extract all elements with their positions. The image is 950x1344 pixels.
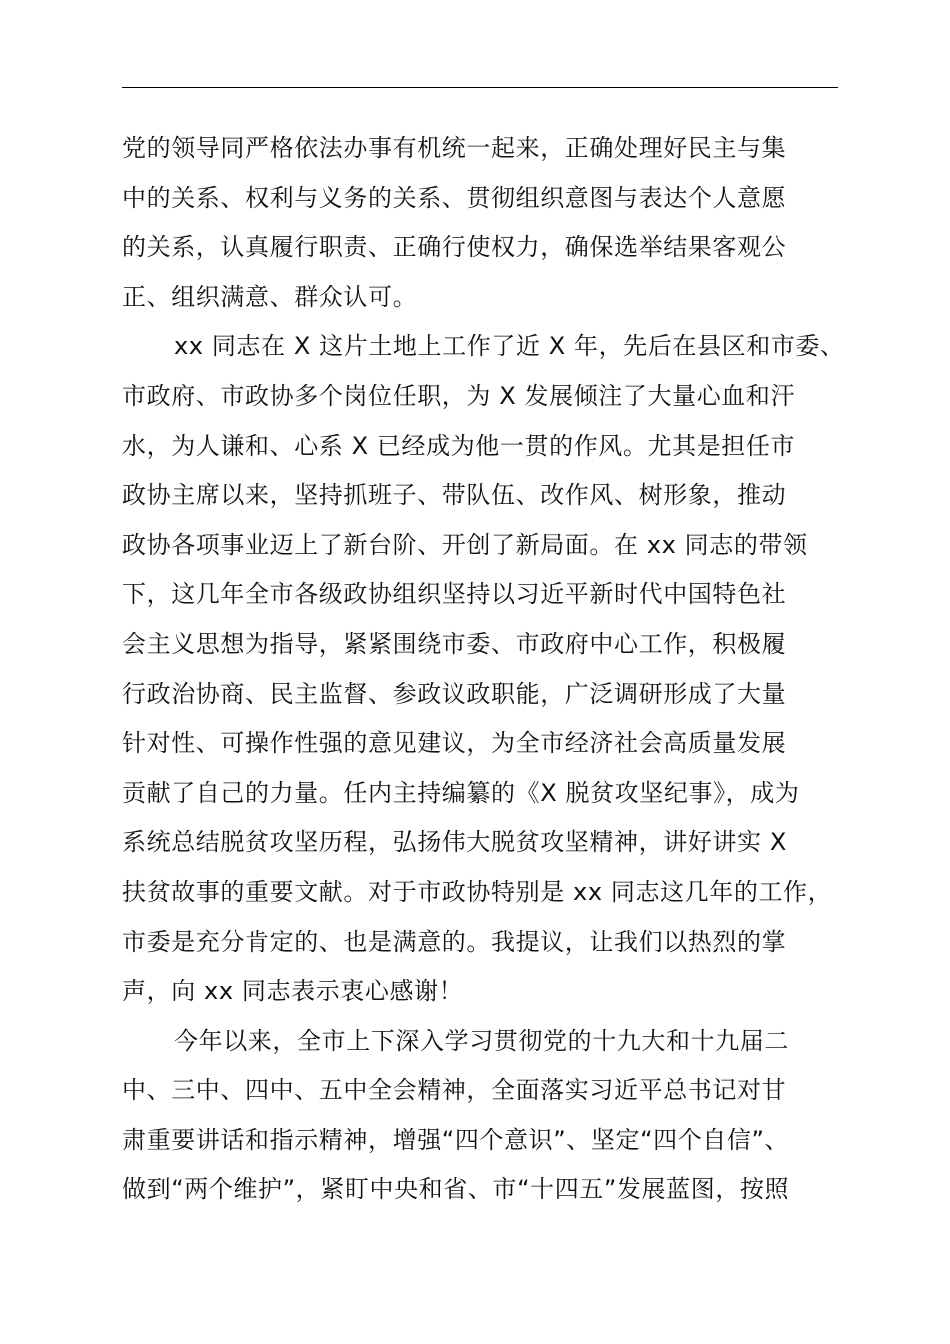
paragraph-first-line: xx 同志在 X 这片土地上工作了近 X 年，先后在县区和市委、 [174,332,845,361]
text-line: 政协各项事业迈上了新台阶、开创了新局面。在 xx 同志的带领 [122,530,808,559]
text-line: 会主义思想为指导，紧紧围绕市委、市政府中心工作，积极履 [122,629,787,658]
text-line: 的关系，认真履行职责、正确行使权力，确保选举结果客观公 [122,233,787,262]
text-line: 市政府、市政协多个岗位任职，为 X 发展倾注了大量心血和汗 [122,381,796,410]
header-rule [122,87,838,88]
text-line: 市委是充分肯定的、也是满意的。我提议，让我们以热烈的掌 [122,927,787,956]
text-line: 水，为人谦和、心系 X 已经成为他一贯的作风。尤其是担任市 [122,431,796,460]
text-line: 针对性、可操作性强的意见建议，为全市经济社会高质量发展 [122,729,787,758]
text-line: 扶贫故事的重要文献。对于市政协特别是 xx 同志这几年的工作， [122,877,833,906]
text-line: 贡献了自己的力量。任内主持编纂的《X 脱贫攻坚纪事》，成为 [122,778,800,807]
text-line: 下，这几年全市各级政协组织坚持以习近平新时代中国特色社 [122,580,787,609]
text-line: 中的关系、权利与义务的关系、贯彻组织意图与表达个人意愿 [122,183,787,212]
text-line: 声，向 xx 同志表示衷心感谢！ [122,977,464,1006]
text-line: 肃重要讲话和指示精神，增强“四个意识”、坚定“四个自信”、 [122,1125,790,1154]
text-line: 系统总结脱贫攻坚历程，弘扬伟大脱贫攻坚精神，讲好讲实 X [122,828,787,857]
text-line: 做到“两个维护”，紧盯中央和省、市“十四五”发展蓝图，按照 [122,1175,790,1204]
text-line: 中、三中、四中、五中全会精神，全面落实习近平总书记对甘 [122,1076,787,1105]
text-line: 政协主席以来，坚持抓班子、带队伍、改作风、树形象，推动 [122,481,787,510]
text-line: 行政治协商、民主监督、参政议政职能，广泛调研形成了大量 [122,679,787,708]
body-text [122,124,862,1215]
paragraph-first-line: 今年以来，全市上下深入学习贯彻党的十九大和十九届二 [174,1026,789,1055]
text-line: 正、组织满意、群众认可。 [122,282,418,311]
text-line: 党的领导同严格依法办事有机统一起来，正确处理好民主与集 [122,134,787,162]
